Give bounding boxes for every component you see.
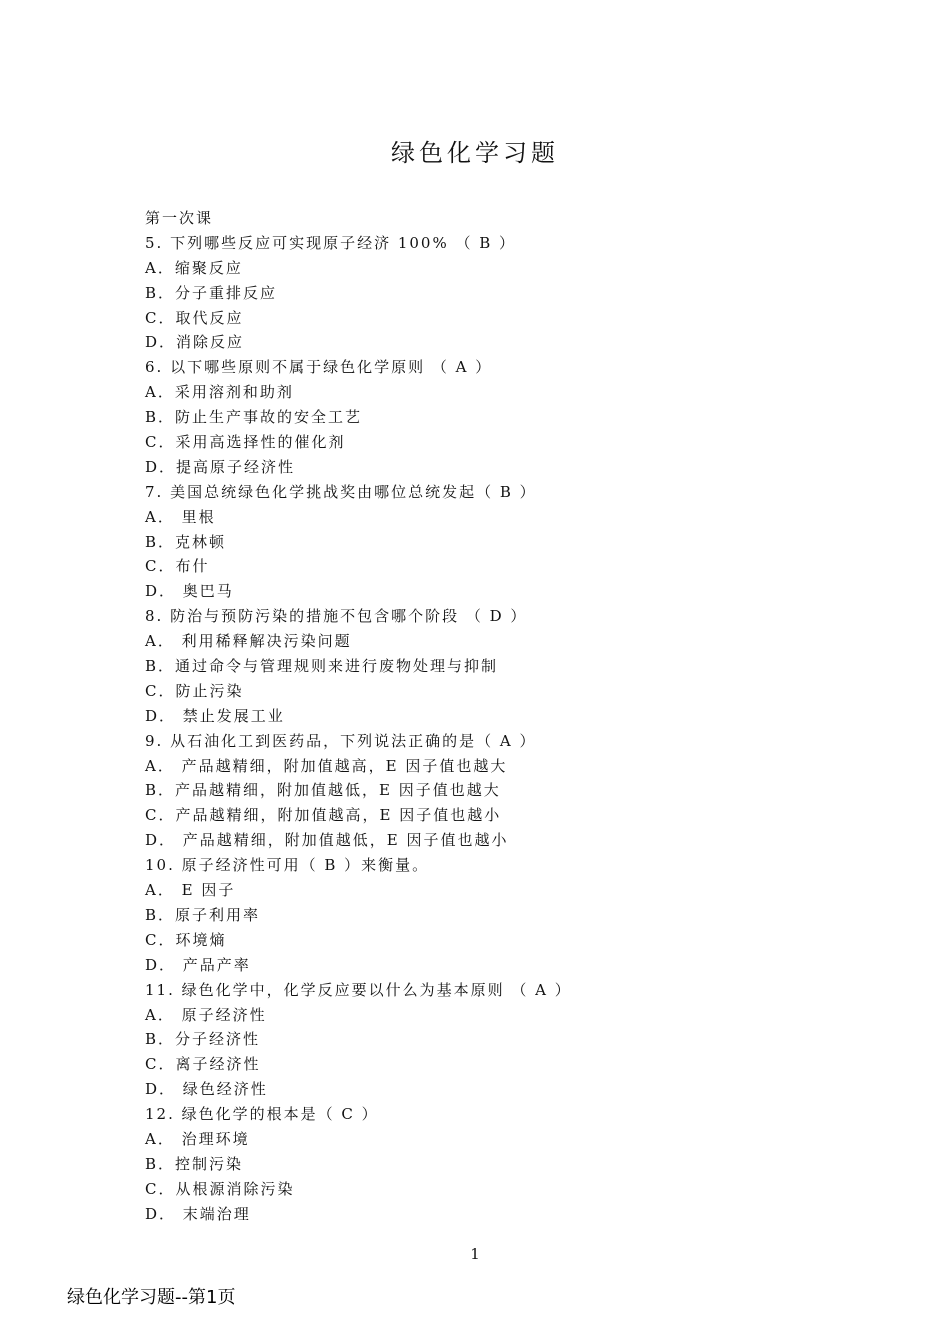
question-11: 11. 绿色化学中，化学反应要以什么为基本原则 （ A ） [145, 980, 572, 999]
question-5-option-c: C．取代反应 [145, 308, 244, 327]
question-11-option-a: A． 原子经济性 [145, 1005, 267, 1024]
question-8-option-c: C．防止污染 [145, 681, 244, 700]
section-heading: 第一次课 [145, 209, 214, 227]
question-6-option-b: B．防止生产事故的安全工艺 [145, 408, 363, 427]
question-7-option-d: D． 奥巴马 [145, 582, 234, 601]
page-number: 1 [470, 1245, 480, 1263]
question-6-option-d: D．提高原子经济性 [145, 457, 296, 476]
question-12-option-c: C．从根源消除污染 [145, 1179, 295, 1198]
question-7-option-b: B．克林顿 [145, 532, 227, 551]
question-7: 7. 美国总统绿色化学挑战奖由哪位总统发起（ B ） [145, 482, 537, 501]
page-title: 绿色化学习题 [391, 139, 559, 167]
question-5: 5. 下列哪些反应可实现原子经济 100% （ B ） [145, 233, 517, 252]
question-12-option-a: A． 治理环境 [145, 1129, 250, 1148]
question-9: 9. 从石油化工到医药品，下列说法正确的是（ A ） [145, 731, 537, 750]
question-9-option-b: B．产品越精细，附加值越低，E 因子值也越大 [145, 781, 501, 800]
question-8: 8. 防治与预防污染的措施不包含哪个阶段 （ D ） [145, 607, 528, 626]
question-10-option-c: C．环境熵 [145, 930, 227, 949]
question-11-option-b: B．分子经济性 [145, 1030, 261, 1049]
question-12-option-b: B．控制污染 [145, 1154, 244, 1173]
question-6: 6. 以下哪些原则不属于绿色化学原则 （ A ） [145, 358, 493, 377]
question-9-option-c: C．产品越精细，附加值越高，E 因子值也越小 [145, 806, 502, 825]
question-10-option-a: A． E 因子 [145, 881, 236, 900]
question-7-option-c: C．布什 [145, 557, 210, 576]
question-9-option-d: D． 产品越精细，附加值越低，E 因子值也越小 [145, 831, 509, 850]
question-6-option-a: A．采用溶剂和助剂 [145, 383, 294, 402]
question-5-option-b: B．分子重排反应 [145, 283, 278, 302]
question-11-option-d: D． 绿色经济性 [145, 1080, 268, 1099]
question-8-option-d: D． 禁止发展工业 [145, 706, 285, 725]
question-7-option-a: A． 里根 [145, 507, 216, 526]
question-list [145, 206, 845, 1227]
question-5-option-a: A．缩聚反应 [145, 258, 243, 277]
question-11-option-c: C．离子经济性 [145, 1055, 261, 1074]
question-12: 12. 绿色化学的根本是（ C ） [145, 1105, 379, 1124]
question-12-option-d: D． 末端治理 [145, 1204, 251, 1223]
question-10-option-b: B．原子利用率 [145, 905, 261, 924]
question-5-option-d: D．消除反应 [145, 333, 245, 352]
question-6-option-c: C．采用高选择性的催化剂 [145, 433, 346, 452]
question-8-option-b: B．通过命令与管理规则来进行废物处理与抑制 [145, 657, 499, 676]
question-10-option-d: D． 产品产率 [145, 955, 251, 974]
question-10: 10. 原子经济性可用（ B ）来衡量。 [145, 856, 430, 875]
footer-label: 绿色化学习题--第1页 [67, 1287, 236, 1308]
question-9-option-a: A． 产品越精细，附加值越高，E 因子值也越大 [145, 756, 508, 775]
question-8-option-a: A． 利用稀释解决污染问题 [145, 632, 352, 651]
